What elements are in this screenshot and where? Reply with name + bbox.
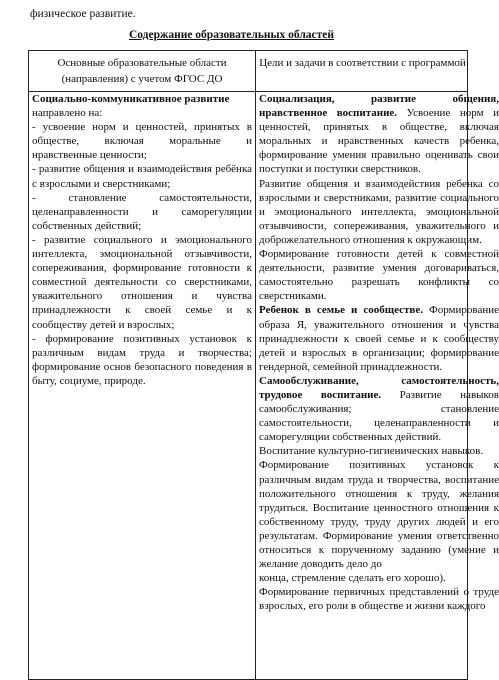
goals-paragraph: Формирование первичных представлений о труде взрослых, его роли в обществе и жизни каждого xyxy=(259,586,499,613)
page-title: Содержание образовательных областей xyxy=(128,29,335,41)
areas-cell xyxy=(32,92,252,680)
area-line: - развитие социального и эмоционального интеллекта, эмоциональной отзывчивости, сопереживания, формирование готовности к совместной деятельности со сверстниками, уважительного отношения и чувства принадлежности к своей семье и к сообществу детей и взрослых; xyxy=(32,233,252,331)
column-divider xyxy=(255,51,256,679)
section-text: Усвоение норм и ценностей, принятых в обществе, включая моральных и нравственных качеств ребенка, формирование умения правильно оценивать свои поступки и поступки сверстников. xyxy=(259,107,499,176)
goals-section-selfservice xyxy=(259,374,499,444)
goals-section-socialization xyxy=(259,92,499,177)
header-areas: Основные образовательные области (направления) с учетом ФГОС ДО xyxy=(57,57,227,85)
header-goals: Цели и задачи в соответствии с программой xyxy=(259,57,466,69)
section-title: Социализация, развитие общения, нравственное воспитание. xyxy=(259,93,499,120)
area-line: - развитие общения и взаимодействия ребёнка с взрослыми и сверстниками; xyxy=(32,163,252,190)
content-table xyxy=(28,50,499,680)
section-text: Формирование образа Я, уважительного отношения и чувства принадлежности к своей семье и к сообществу детей и взрослых в организации; формирование гендерной, семейной принадлежности. xyxy=(259,304,499,373)
section-text: Развитие навыков самообслуживания; становление самостоятельности, целенаправленности и саморегуляции собственных действий. xyxy=(259,388,499,444)
goals-section-family xyxy=(259,303,499,373)
preceding-text-line: физическое развитие. xyxy=(30,8,136,20)
goals-cell xyxy=(259,92,499,680)
goals-paragraph: Формирование позитивных установок к различным видам труда и творчества, воспитание положительного отношения к труду, желания трудиться. Воспитание ценностного отношения к собственному труду, труду других людей и его результатам. Формирование умения ответственно относиться к порученному заданию (умение и желание доводить дело до xyxy=(259,459,499,571)
area-heading: Социально-коммуникативное развитие xyxy=(32,93,230,105)
area-line: - формирование позитивных установок к различным видам труда и творчества; формирование основ безопасного поведения в быту, социуме, природе. xyxy=(32,332,252,387)
area-line: - усвоение норм и ценностей, принятых в обществе, включая моральные и нравственные ценности; xyxy=(32,121,252,162)
section-title: Самообслуживание, самостоятельность, трудовое воспитание. xyxy=(259,374,499,401)
goals-paragraph: конца, стремление сделать его хорошо). xyxy=(259,572,446,585)
goals-paragraph: Воспитание культурно-гигиенических навыков. xyxy=(259,445,484,458)
area-line: - становление самостоятельности, целенаправленности и саморегуляции собственных действий; xyxy=(32,191,252,232)
goals-paragraph: Формирование готовности детей к совместной деятельности, развитие умения договариваться, самостоятельно разрешать конфликты со сверстниками. xyxy=(259,248,499,303)
section-title: Ребенок в семье и сообществе. xyxy=(259,304,423,317)
area-line: направлено на: xyxy=(32,107,103,120)
goals-paragraph: Развитие общения и взаимодействия ребенка со взрослыми и сверстниками, развитие социального и эмоционального интеллекта, эмоциональной отзывчивости, сопереживания, уважительного и доброжелательного отношения к окружающим. xyxy=(259,177,499,246)
